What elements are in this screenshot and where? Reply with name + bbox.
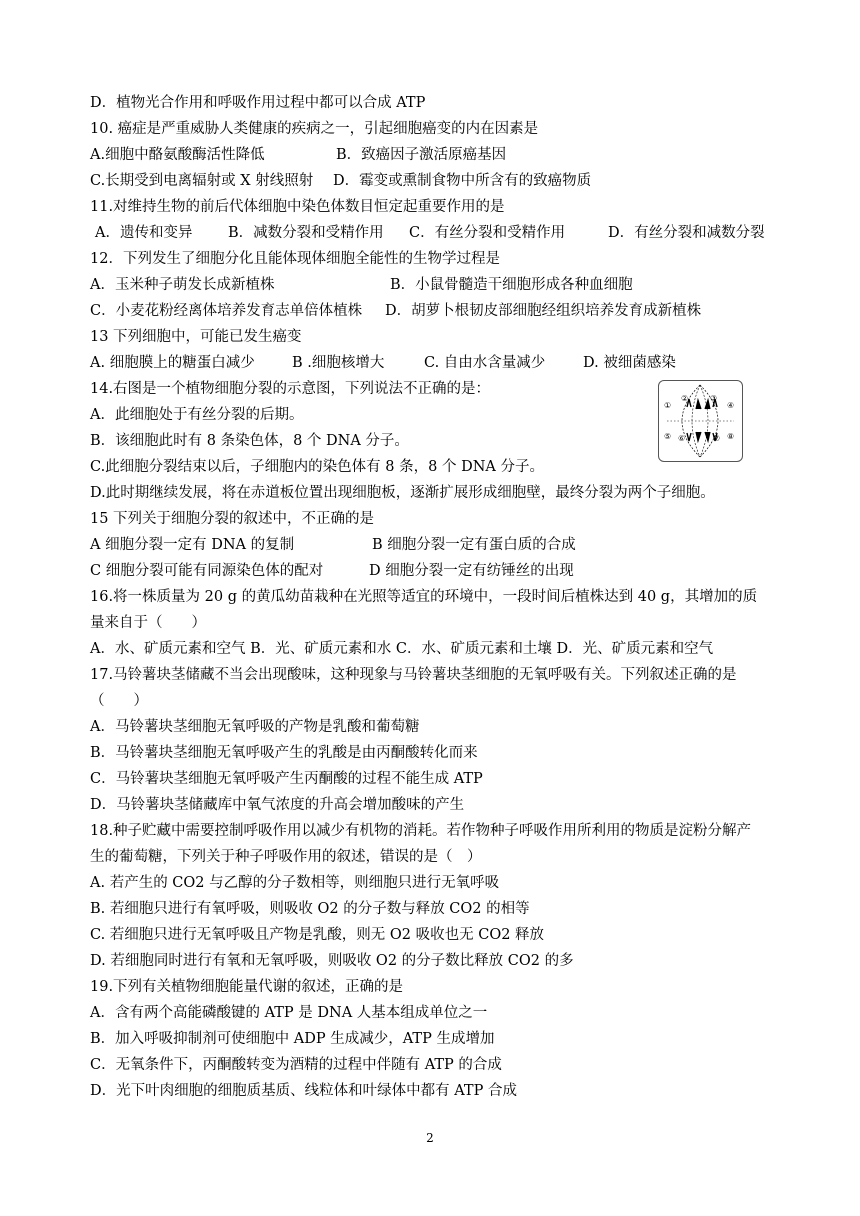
q11-option-a: A．遗传和变异 [95,225,193,241]
q10-option-d: D．霉变或熏制食物中所含有的致癌物质 [333,173,592,189]
q17-option-d: D．马铃薯块茎储藏库中氧气浓度的升高会增加酸味的产生 [90,797,465,813]
spindle-diagram [659,381,742,461]
figure-label-8: ⑧ [727,432,735,441]
q12-option-a: A．玉米种子萌发长成新植株 [90,277,275,293]
figure-label-6: ⑥ [678,434,686,443]
q11-stem: 11.对维持生物的前后代体细胞中染色体数目恒定起重要作用的是 [90,199,505,215]
q12-option-d: D．胡萝卜根韧皮部细胞经组织培养发育成新植株 [385,303,702,319]
q13-option-c: C. 自由水含量减少 [424,355,546,371]
q18-option-c: C. 若细胞只进行无氧呼吸且产物是乳酸，则无 O2 吸收也无 CO2 释放 [90,927,545,943]
q10-stem: 10. 癌症是严重威胁人类健康的疾病之一，引起细胞癌变的内在因素是 [90,121,539,137]
q13-option-d: D. 被细菌感染 [583,355,676,371]
q18-option-d: D. 若细胞同时进行有氧和无氧呼吸，则吸收 O2 的分子数比释放 CO2 的多 [90,953,574,969]
q17-option-c: C．马铃薯块茎细胞无氧呼吸产生丙酮酸的过程不能生成 ATP [90,771,483,787]
q17-stem-line2: （ ） [90,693,148,709]
q11-option-d: D．有丝分裂和减数分裂 [608,225,765,241]
figure-label-2: ② [681,394,689,403]
q16-stem-line1: 16.将一株质量为 20 g 的黄瓜幼苗栽种在光照等适宜的环境中，一段时间后植株达到 40 g，其增加的质 [90,589,758,605]
q16-stem-line2: 量来自于（ ） [90,615,206,631]
q12-stem: 12．下列发生了细胞分化且能体现体细胞全能性的生物学过程是 [90,251,500,267]
q17-option-b: B．马铃薯块茎细胞无氧呼吸产生的乳酸是由丙酮酸转化而来 [90,745,478,761]
q15-option-b: B 细胞分裂一定有蛋白质的合成 [372,537,576,553]
q12-option-b: B．小鼠骨髓造干细胞形成各种血细胞 [390,277,633,293]
q13-stem: 13 下列细胞中，可能已发生癌变 [90,329,302,345]
q19-stem: 19.下列有关植物细胞能量代谢的叙述，正确的是 [90,979,404,995]
figure-label-3: ③ [710,394,718,403]
figure-label-1: ① [664,401,672,410]
q19-option-b: B．加入呼吸抑制剂可使细胞中 ADP 生成减少，ATP 生成增加 [90,1031,495,1047]
q19-option-d: D．光下叶肉细胞的细胞质基质、线粒体和叶绿体中都有 ATP 合成 [90,1083,517,1099]
q15-option-d: D 细胞分裂一定有纺锤丝的出现 [369,563,574,579]
q18-option-a: A. 若产生的 CO2 与乙醇的分子数相等，则细胞只进行无氧呼吸 [90,875,500,891]
q17-option-a: A．马铃薯块茎细胞无氧呼吸的产物是乳酸和葡萄糖 [90,719,420,735]
q13-option-b: B .细胞核增大 [292,355,385,371]
q9-option-d: D．植物光合作用和呼吸作用过程中都可以合成 ATP [90,95,426,111]
q14-option-a: A．此细胞处于有丝分裂的后期。 [90,407,304,423]
figure-label-7: ⑦ [713,434,721,443]
q15-option-a: A 细胞分裂一定有 DNA 的复制 [90,537,295,553]
q14-option-d: D.此时期继续发展，将在赤道板位置出现细胞板，逐渐扩展形成细胞壁，最终分裂为两个子细胞。 [90,485,715,501]
cell-division-figure [658,380,743,462]
q11-option-c: C．有丝分裂和受精作用 [409,225,566,241]
q15-stem: 15 下列关于细胞分裂的叙述中，不正确的是 [90,511,375,527]
q10-option-a: A.细胞中酪氨酸酶活性降低 [90,147,265,163]
q18-stem-line1: 18.种子贮藏中需要控制呼吸作用以减少有机物的消耗。若作物种子呼吸作用所利用的物质是淀粉分解产 [90,823,752,839]
page-number: 2 [426,1131,434,1145]
q16-options: A．水、矿质元素和空气 B．光、矿质元素和水 C．水、矿质元素和土壤 D．光、矿质元素和空气 [90,641,714,657]
q18-option-b: B. 若细胞只进行有氧呼吸，则吸收 O2 的分子数与释放 CO2 的相等 [90,901,530,917]
q13-option-a: A. 细胞膜上的糖蛋白减少 [90,355,255,371]
q11-option-b: B．减数分裂和受精作用 [228,225,384,241]
figure-label-5: ⑤ [664,432,672,441]
q14-option-b: B．该细胞此时有 8 条染色体，8 个 DNA 分子。 [90,433,409,449]
q14-stem: 14.右图是一个植物细胞分裂的示意图，下列说法不正确的是： [90,381,491,397]
q17-stem-line1: 17.马铃薯块茎储藏不当会出现酸味，这种现象与马铃薯块茎细胞的无氧呼吸有关。下列叙述正确的是 [90,667,737,683]
q18-stem-line2: 生的葡萄糖，下列关于种子呼吸作用的叙述，错误的是（ ） [90,849,482,865]
q10-option-c: C.长期受到电离辐射或 X 射线照射 [90,173,314,189]
q19-option-c: C．无氧条件下，丙酮酸转变为酒精的过程中伴随有 ATP 的合成 [90,1057,502,1073]
figure-label-4: ④ [727,401,735,410]
q19-option-a: A．含有两个高能磷酸键的 ATP 是 DNA 人基本组成单位之一 [90,1005,488,1021]
q15-option-c: C 细胞分裂可能有同源染色体的配对 [90,563,324,579]
q10-option-b: B．致癌因子激活原癌基因 [336,147,507,163]
q14-option-c: C.此细胞分裂结束以后，子细胞内的染色体有 8 条，8 个 DNA 分子。 [90,459,544,475]
q12-option-c: C．小麦花粉经离体培养发育志单倍体植株 [90,303,363,319]
